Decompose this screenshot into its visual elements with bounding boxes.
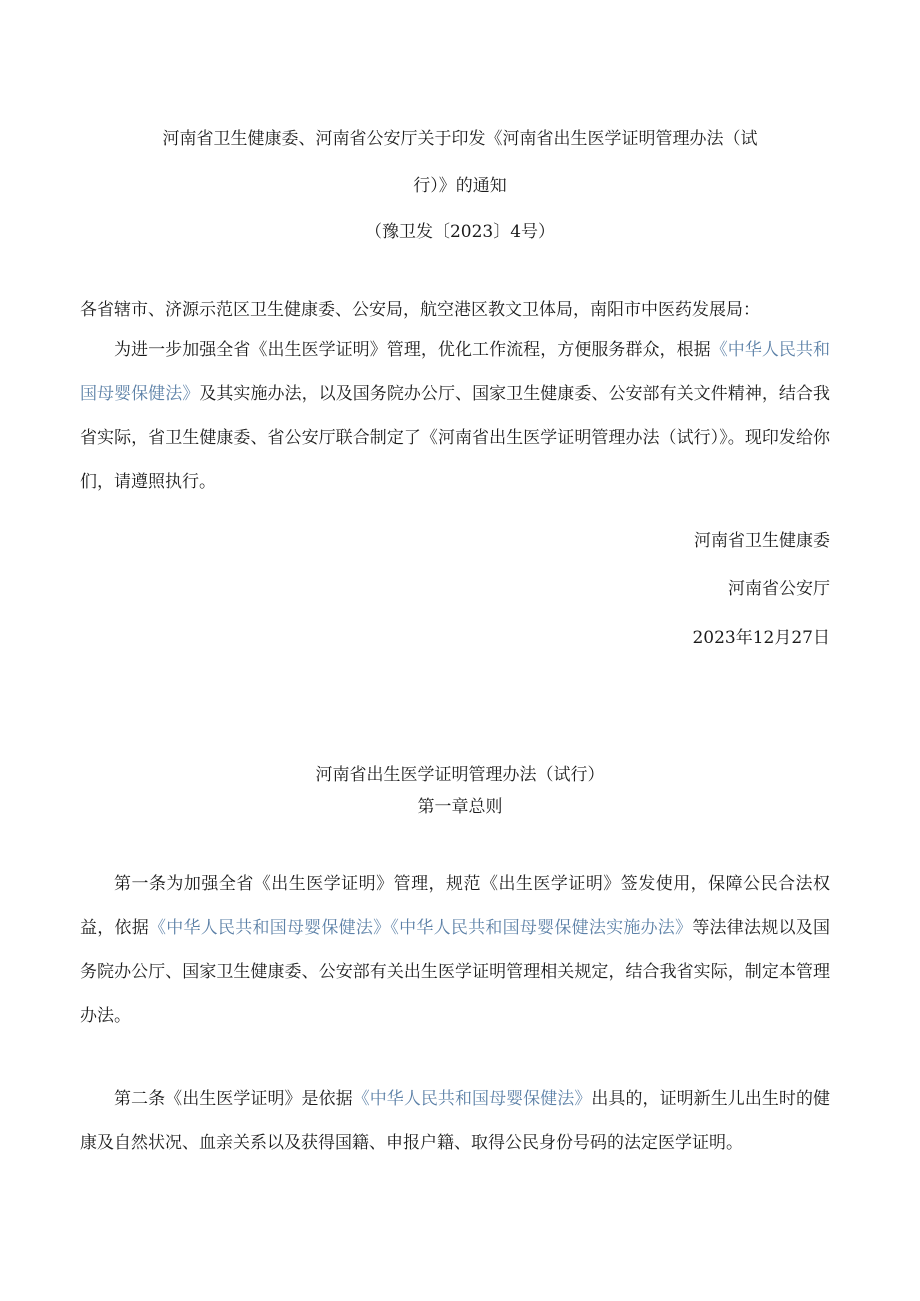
chapter-title: 第一章总则 (417, 797, 503, 817)
salutation-text: 各省辖市、济源示范区卫生健康委、公安局，航空港区教文卫体局，南阳市中医药发展局： (80, 300, 760, 320)
intro-text-a: 为进一步加强全省《出生医学证明》管理，优化工作流程，方便服务群众，根据 (114, 340, 711, 360)
intro-paragraph (80, 328, 830, 504)
article-1-text-a: 第一条为加强全省《出生医学证明》管理，规范《出生医学证明》签发使用，保障公民合法权益，依据 (80, 874, 830, 938)
notice-title-line1: 河南省卫生健康委、河南省公安厅关于印发《河南省出生医学证明管理办法（试 (162, 129, 758, 149)
signature-health-commission: 河南省卫生健康委 (694, 531, 830, 551)
law-link-maternal-infant-health[interactable]: 《中华人民共和国母婴保健法》 (80, 340, 831, 404)
law-link-maternal-infant-health[interactable]: 《中华人民共和国母婴保健法》 (352, 1089, 592, 1109)
article-1 (80, 862, 830, 1038)
intro-text-b: 及其实施办法，以及国务院办公厅、国家卫生健康委、公安部有关文件精神，结合我省实际，省卫生健康委、省公安厅联合制定了《河南省出生医学证明管理办法（试行）》。现印发给你们，请遵照执行。 (80, 384, 831, 492)
law-link-implementation-measures[interactable]: 《中华人民共和国母婴保健法实施办法》 (390, 918, 693, 938)
article-2-text-b: 出具的，证明新生儿出生时的健康及自然状况、血亲关系以及获得国籍、申报户籍、取得公民身份号码的法定医学证明。 (80, 1089, 831, 1153)
article-1-text-b: 等法律法规以及国务院办公厅、国家卫生健康委、公安部有关出生医学证明管理相关规定，结合我省实际，制定本管理办法。 (80, 918, 831, 1026)
measures-title: 河南省出生医学证明管理办法（试行） (315, 765, 605, 785)
signature-date: 2023年12月27日 (692, 628, 830, 648)
notice-title-line2: 行）》的通知 (413, 176, 507, 196)
document-number: （豫卫发〔2023〕4号） (364, 222, 556, 242)
salutation (80, 288, 830, 332)
signature-public-security: 河南省公安厅 (728, 579, 830, 599)
article-2 (80, 1077, 830, 1165)
law-link-maternal-infant-health[interactable]: 《中华人民共和国母婴保健法》 (148, 918, 391, 938)
article-2-text-a: 第二条《出生医学证明》是依据 (114, 1089, 353, 1109)
